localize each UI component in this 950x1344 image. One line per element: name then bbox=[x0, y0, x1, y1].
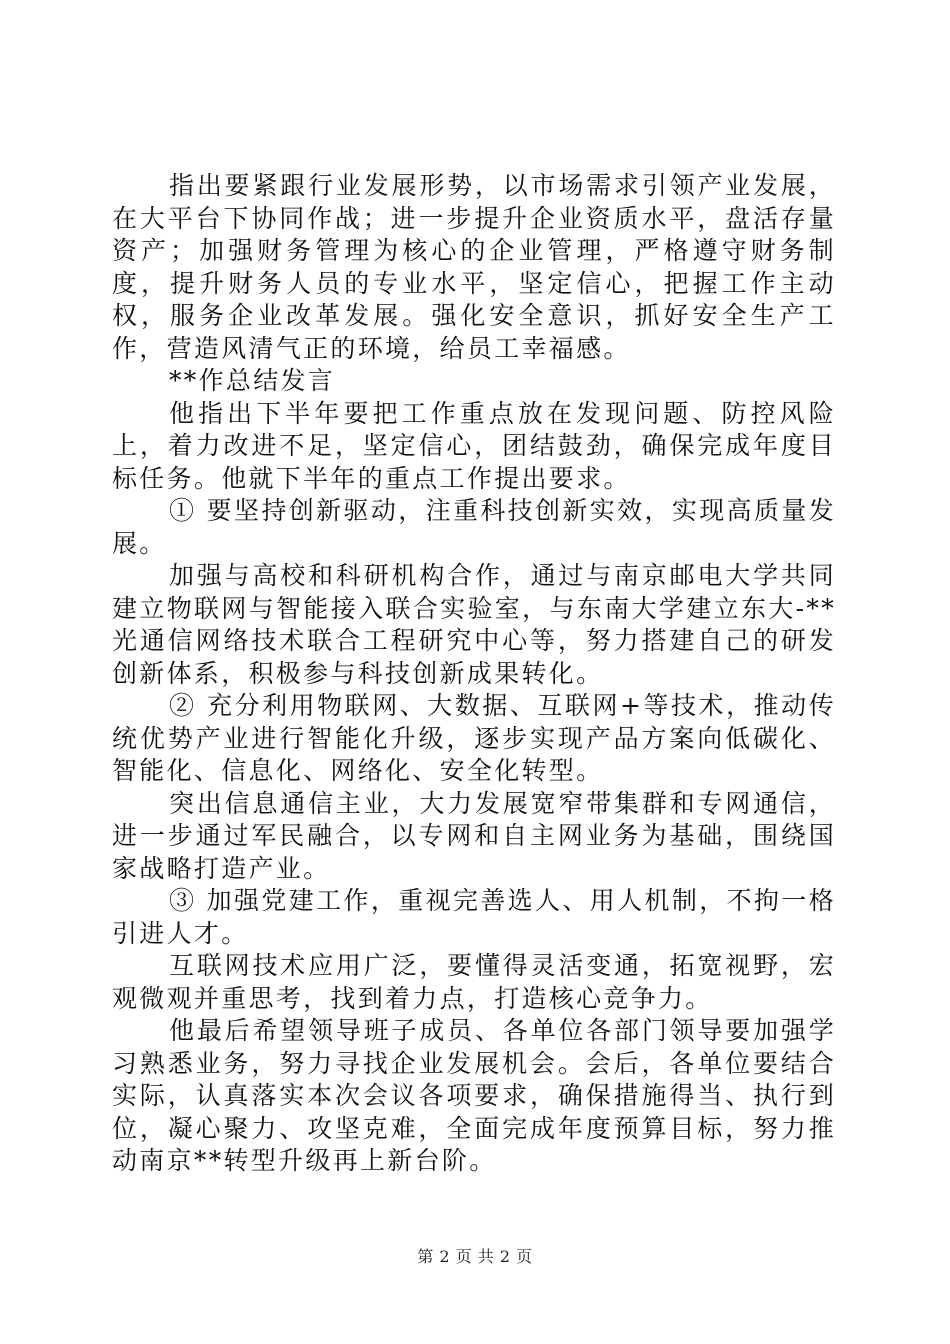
page-footer: 第 2 页 共 2 页 bbox=[417, 1247, 533, 1266]
paragraph-point-1: ① 要坚持创新驱动，注重科技创新实效，实现高质量发展。 bbox=[112, 496, 836, 558]
document-body bbox=[112, 170, 836, 1178]
paragraph: 互联网技术应用广泛，要懂得灵活变通，拓宽视野，宏观微观并重思考，找到着力点，打造核心竞争力。 bbox=[112, 951, 836, 1013]
paragraph-closing: 他最后希望领导班子成员、各单位各部门领导要加强学习熟悉业务，努力寻找企业发展机会。会后，各单位要结合实际，认真落实本次会议各项要求，确保措施得当、执行到位，凝心聚力、攻坚克难，全面完成年度预算目标，努力推动南京**转型升级再上新台阶。 bbox=[112, 1016, 836, 1175]
paragraph-point-3: ③ 加强党建工作，重视完善选人、用人机制，不拘一格引进人才。 bbox=[112, 886, 836, 948]
paragraph-heading: **作总结发言 bbox=[169, 366, 336, 395]
paragraph: 加强与高校和科研机构合作，通过与南京邮电大学共同建立物联网与智能接入联合实验室，与东南大学建立东大-**光通信网络技术联合工程研究中心等，努力搭建自己的研发创新体系，积极参与科技创新成果转化。 bbox=[112, 561, 836, 688]
paragraph: 他指出下半年要把工作重点放在发现问题、防控风险上，着力改进不足，坚定信心，团结鼓劲，确保完成年度目标任务。他就下半年的重点工作提出要求。 bbox=[112, 398, 836, 493]
paragraph: 指出要紧跟行业发展形势，以市场需求引领产业发展，在大平台下协同作战；进一步提升企业资质水平，盘活存量资产；加强财务管理为核心的企业管理，严格遵守财务制度，提升财务人员的专业水平，坚定信心，把握工作主动权，服务企业改革发展。强化安全意识，抓好安全生产工作，营造风清气正的环境，给员工幸福感。 bbox=[112, 171, 836, 363]
paragraph: 突出信息通信主业，大力发展宽窄带集群和专网通信，进一步通过军民融合，以专网和自主网业务为基础，围绕国家战略打造产业。 bbox=[112, 788, 836, 883]
paragraph-point-2: ② 充分利用物联网、大数据、互联网+等技术，推动传统优势产业进行智能化升级，逐步实现产品方案向低碳化、智能化、信息化、网络化、安全化转型。 bbox=[112, 691, 836, 785]
